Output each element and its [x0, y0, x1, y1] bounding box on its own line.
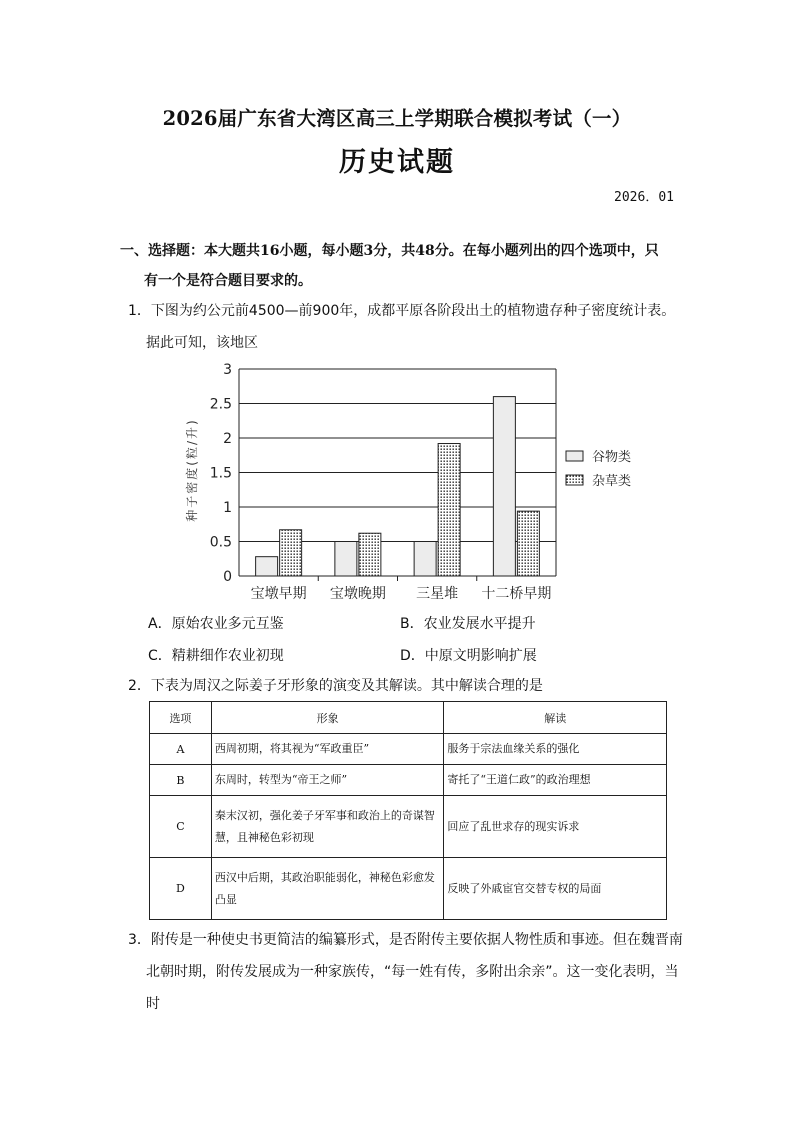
q2-header-option: 选项 — [150, 702, 212, 734]
chart-y-ticks — [210, 362, 232, 585]
q1-stem-line2: 据此可知，该地区 — [146, 335, 258, 351]
chart-y-tick-label: 1 — [223, 500, 232, 516]
q2-row-reading: 反映了外戚宦官交替专权的局面 — [444, 858, 667, 920]
q2-stem: 2．下表为周汉之际姜子牙形象的演变及其解读。其中解读合理的是 — [128, 678, 543, 694]
q1-stem-line1: 1．下图为约公元前4500—前900年，成都平原各阶段出土的植物遗存种子密度统计表。 — [128, 303, 676, 319]
chart-y-tick-label: 0.5 — [209, 534, 232, 551]
q1-option-c[interactable]: C．精耕细作农业初现 — [148, 648, 284, 664]
legend-label-weed: 杂草类 — [592, 474, 632, 489]
q2-row-reading: 寄托了“王道仁政”的政治理想 — [444, 765, 667, 796]
chart-y-tick-label: 2 — [223, 431, 232, 447]
chart-y-tick-label: 0 — [223, 569, 232, 585]
table-row — [150, 858, 667, 920]
legend-swatch-cereal — [566, 451, 583, 461]
q1-option-a[interactable]: A．原始农业多元互鉴 — [148, 616, 284, 632]
chart-y-tick-label: 2.5 — [209, 396, 232, 413]
bar-cereal-4 — [493, 397, 515, 576]
section-heading-line2: 有一个是符合题目要求的。 — [144, 273, 312, 289]
subject-title: 历史试题 — [339, 147, 455, 178]
q2-header-image: 形象 — [211, 702, 444, 734]
table-row — [150, 734, 667, 765]
chart-y-tick-label: 3 — [223, 362, 232, 378]
q2-row-option[interactable]: C — [150, 796, 212, 858]
q3-line2: 北朝时期，附传发展成为一种家族传，“每一姓有传，多附出余亲”。这一变化表明，当 — [146, 964, 679, 980]
q2-row-reading: 服务于宗法血缘关系的强化 — [444, 734, 667, 765]
q2-row-option[interactable]: A — [150, 734, 212, 765]
q2-header-reading: 解读 — [444, 702, 667, 734]
chart-x-tick-label: 宝墩晚期 — [329, 586, 386, 602]
bar-weed-2 — [359, 533, 381, 576]
chart-y-axis-label: 种子密度(粒/升) — [185, 418, 199, 522]
exam-title: 2026届广东省大湾区高三上学期联合模拟考试（一） — [162, 107, 632, 130]
q1-stem — [128, 295, 688, 359]
q3-line1: 3．附传是一种使史书更简洁的编纂形式，是否附传主要依据人物性质和事迹。但在魏晋南 — [128, 932, 683, 948]
q2-row-image: 秦末汉初，强化姜子牙军事和政治上的奇谋智慧，且神秘色彩初现 — [211, 796, 444, 858]
section-heading — [120, 236, 675, 296]
q1-option-b[interactable]: B．农业发展水平提升 — [400, 616, 536, 632]
legend-swatch-weed — [566, 475, 583, 485]
legend-label-cereal: 谷物类 — [592, 450, 632, 465]
q2-row-image: 东周时，转型为“帝王之师” — [211, 765, 444, 796]
chart-x-tick-label: 三星堆 — [416, 586, 459, 602]
q2-table — [149, 701, 667, 920]
chart-x-tick-label: 十二桥早期 — [481, 586, 552, 602]
bar-cereal-2 — [335, 542, 357, 577]
seed-density-chart — [170, 355, 650, 610]
q3-stem — [128, 924, 688, 1020]
bar-weed-4 — [517, 511, 539, 576]
q1-option-d[interactable]: D．中原文明影响扩展 — [400, 648, 537, 664]
q2-row-reading: 回应了乱世求存的现实诉求 — [444, 796, 667, 858]
bar-weed-1 — [280, 530, 302, 576]
q2-row-image: 西汉中后期，其政治职能弱化，神秘色彩愈发凸显 — [211, 858, 444, 920]
chart-y-tick-label: 1.5 — [209, 465, 232, 482]
bar-weed-3 — [438, 444, 460, 576]
bar-cereal-1 — [256, 557, 278, 576]
q2-row-image: 西周初期，将其视为“军政重臣” — [211, 734, 444, 765]
chart-bars — [256, 397, 540, 576]
q3-line3: 时 — [146, 996, 160, 1012]
table-row — [150, 796, 667, 858]
chart-x-labels — [251, 585, 552, 602]
q2-table-header — [150, 702, 667, 734]
chart-legend — [566, 449, 631, 489]
table-row — [150, 765, 667, 796]
section-heading-line1: 一、选择题：本大题共16小题，每小题3分，共48分。在每小题列出的四个选项中，只 — [120, 243, 659, 259]
q2-row-option[interactable]: D — [150, 858, 212, 920]
q2-row-option[interactable]: B — [150, 765, 212, 796]
exam-date: 2026．01 — [614, 190, 674, 205]
bar-cereal-3 — [414, 542, 436, 577]
chart-x-tick-label: 宝墩早期 — [250, 586, 307, 602]
